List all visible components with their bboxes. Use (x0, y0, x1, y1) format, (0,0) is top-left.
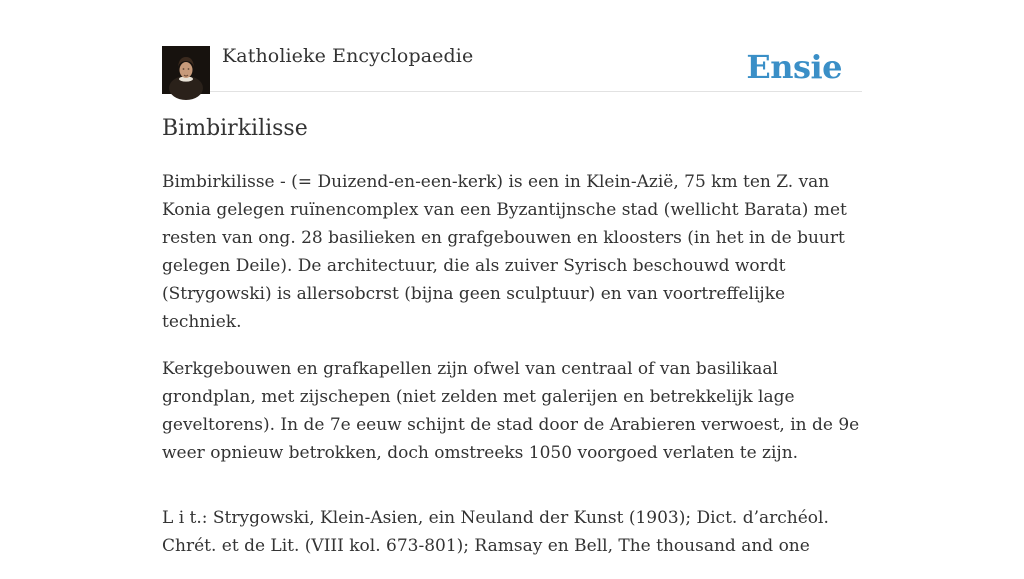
source-title[interactable]: Katholieke Encyclopaedie (222, 45, 474, 67)
literature-paragraph: L i t.: Strygowski, Klein-Asien, ein Neuland der Kunst (1903); Dict. d’archéol. Chrét. et de Lit. (VIII kol. 673-801); Ramsay en Bell, The thousand and one (162, 508, 829, 556)
article-body (162, 168, 864, 579)
paragraph: Bimbirkilisse - (= Duizend-en-een-kerk) is een in Klein-Azië, 75 km ten Z. van Konia gelegen ruïnencomplex van een Byzantijnsche stad (wellicht Barata) met resten van ong. 28 basilieken en grafgebouwen en kloosters (in het in de buurt gelegen Deile). De architectuur, die als zuiver Syrisch beschouwd wordt (Strygowski) is allersobcrst (bijna geen sculptuur) en van voortreffelijke techniek. (162, 172, 847, 332)
portrait-avatar-icon[interactable] (162, 46, 210, 94)
article-title: Bimbirkilisse (162, 116, 308, 141)
brand-logo[interactable]: Ensie (746, 48, 842, 86)
page (162, 0, 862, 556)
paragraph: Kerkgebouwen en grafkapellen zijn ofwel van centraal of van basilikaal grondplan, met zijschepen (niet zelden met galerijen en betrekkelijk lage geveltorens). In de 7e eeuw schijnt de stad door de Arabieren verwoest, in de 9e weer opnieuw betrokken, doch omstreeks 1050 voorgoed verlaten te zijn. (162, 359, 860, 463)
header (162, 0, 862, 92)
